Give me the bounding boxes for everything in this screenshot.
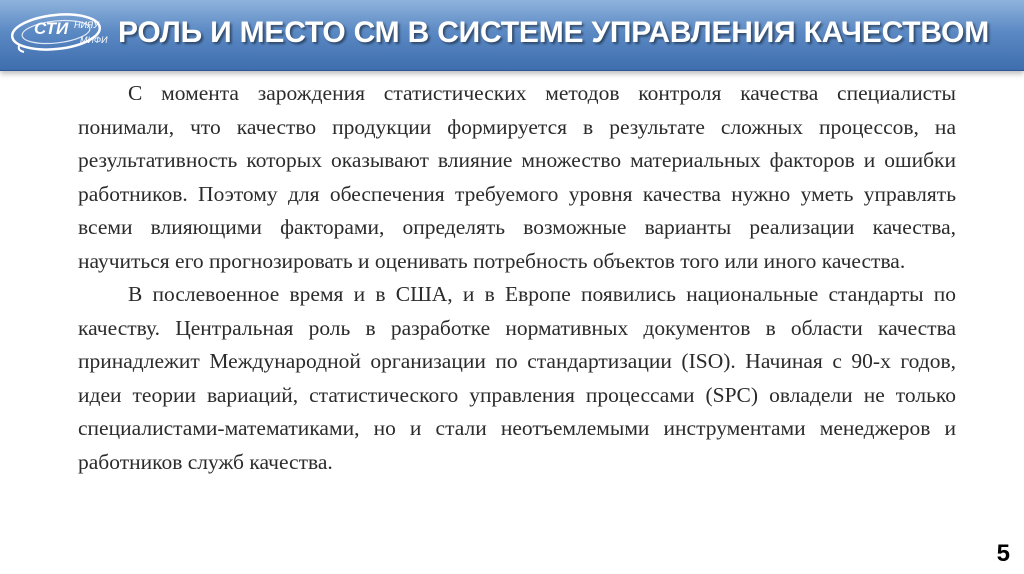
slide-header	[0, 0, 1024, 71]
slide-title: РОЛЬ И МЕСТО СМ В СИСТЕМЕ УПРАВЛЕНИЯ КАЧЕСТВОМ	[118, 16, 990, 49]
sti-logo	[6, 8, 114, 60]
page-number: 5	[996, 540, 1010, 567]
slide-body	[78, 77, 956, 479]
paragraph-2: В послевоенное время и в США, и в Европе появились национальные стандарты по качеству. Центральная роль в разработке нормативных документов в области качества принадлежит Международной организации по стандартизации (ISO). Начиная с 90-х годов, идеи теории вариаций, статистического управления процессами (SPC) овладели не только специалистами-математиками, но и стали неотъемлемыми инструментами менеджеров и работников служб качества.	[78, 282, 956, 474]
paragraph-1: С момента зарождения статистических методов контроля качества специалисты понимали, что качество продукции формируется в результате сложных процессов, на результативность которых оказывают влияние множество материальных факторов и ошибки работников. Поэтому для обеспечения требуемого уровня качества нужно уметь управлять всеми влияющими факторами, определять возможные варианты реализации качества, научиться его прогнозировать и оценивать потребность объектов того или иного качества.	[78, 81, 956, 273]
logo-secondary-text-bottom: МИФИ	[80, 35, 108, 45]
logo-secondary-text-top: НИЯУ	[74, 20, 99, 30]
logo-primary-text: СТИ	[34, 19, 69, 38]
